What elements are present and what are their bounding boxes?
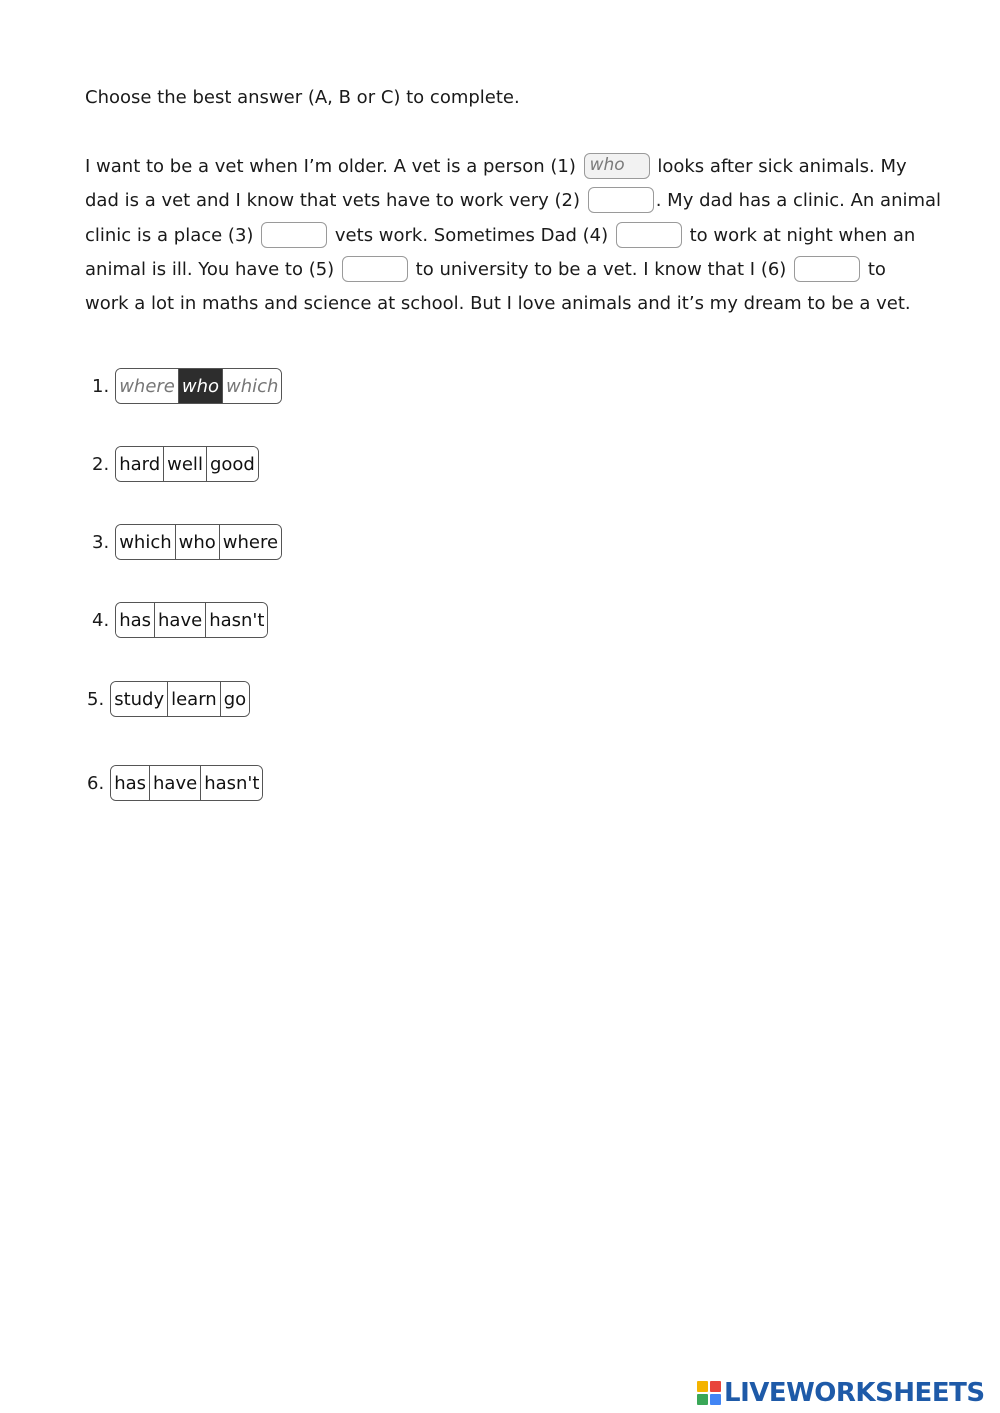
answer-blank-6[interactable] <box>794 256 860 282</box>
logo-text: LIVEWORKSHEETS <box>724 1378 985 1408</box>
question-2 <box>92 446 259 482</box>
question-4 <box>92 602 268 638</box>
passage-line <box>85 219 945 253</box>
passage-text: vets work. Sometimes Dad (4) <box>334 224 609 246</box>
question-number: 6. <box>87 772 105 794</box>
logo-block <box>710 1381 721 1392</box>
choice-group-2 <box>115 446 259 482</box>
passage-text: I want to be a vet when I’m older. A vet is a person (1) <box>85 156 576 177</box>
choice-option[interactable]: which <box>222 369 281 403</box>
choice-option[interactable]: which <box>116 525 174 559</box>
choice-group-1 <box>115 368 282 404</box>
choice-option[interactable]: good <box>206 447 258 481</box>
instruction-text: Choose the best answer (A, B or C) to complete. <box>85 87 520 108</box>
logo-blocks-icon <box>697 1381 721 1405</box>
passage-text: to work at night when an <box>689 224 916 246</box>
choice-option[interactable]: who <box>175 525 219 559</box>
choice-group-5 <box>110 681 250 717</box>
choice-group-6 <box>110 765 263 801</box>
answer-blank-5[interactable] <box>342 256 408 282</box>
question-5 <box>87 681 250 717</box>
passage-text: clinic is a place (3) <box>85 224 254 246</box>
passage-text: . My dad has a clinic. An animal <box>655 190 942 212</box>
passage-text: dad is a vet and I know that vets have to work very (2) <box>85 190 580 212</box>
passage-line <box>85 287 945 321</box>
answer-blank-1[interactable]: who <box>584 153 650 179</box>
choice-option[interactable]: hasn't <box>200 766 262 800</box>
choice-option[interactable]: hard <box>116 447 163 481</box>
answer-blank-4[interactable] <box>616 222 682 248</box>
choice-option[interactable]: where <box>219 525 281 559</box>
choice-option[interactable]: has <box>116 603 154 637</box>
choice-group-3 <box>115 524 282 560</box>
logo-block <box>710 1394 721 1405</box>
question-number: 2. <box>92 453 110 475</box>
question-3 <box>92 524 282 560</box>
passage <box>85 150 945 321</box>
passage-text: to <box>867 258 886 280</box>
choice-option[interactable]: hasn't <box>205 603 267 637</box>
question-6 <box>87 765 263 801</box>
question-number: 5. <box>87 688 105 710</box>
answer-blank-3[interactable] <box>261 222 327 248</box>
choice-option-selected[interactable]: who <box>178 369 222 403</box>
passage-text: to university to be a vet. I know that I (6) <box>415 258 787 280</box>
question-1 <box>92 368 282 404</box>
passage-line <box>85 253 945 287</box>
passage-line <box>85 184 945 218</box>
choice-group-4 <box>115 602 268 638</box>
choice-option[interactable]: have <box>154 603 205 637</box>
choice-option[interactable]: learn <box>167 682 220 716</box>
choice-option[interactable]: where <box>116 369 178 403</box>
passage-text: looks after sick animals. My <box>657 156 907 177</box>
choice-option[interactable]: well <box>163 447 206 481</box>
question-number: 3. <box>92 531 110 553</box>
question-number: 1. <box>92 375 110 397</box>
answer-blank-2[interactable] <box>588 187 654 213</box>
choice-option[interactable]: have <box>149 766 200 800</box>
choice-option[interactable]: go <box>220 682 249 716</box>
choice-option[interactable]: study <box>111 682 167 716</box>
passage-text: work a lot in maths and science at school. But I love animals and it’s my dream to be a vet. <box>85 293 911 315</box>
liveworksheets-logo <box>697 1378 985 1408</box>
logo-block <box>697 1381 708 1392</box>
choice-option[interactable]: has <box>111 766 149 800</box>
passage-text: animal is ill. You have to (5) <box>85 258 335 280</box>
logo-block <box>697 1394 708 1405</box>
question-number: 4. <box>92 609 110 631</box>
passage-line <box>85 150 945 184</box>
